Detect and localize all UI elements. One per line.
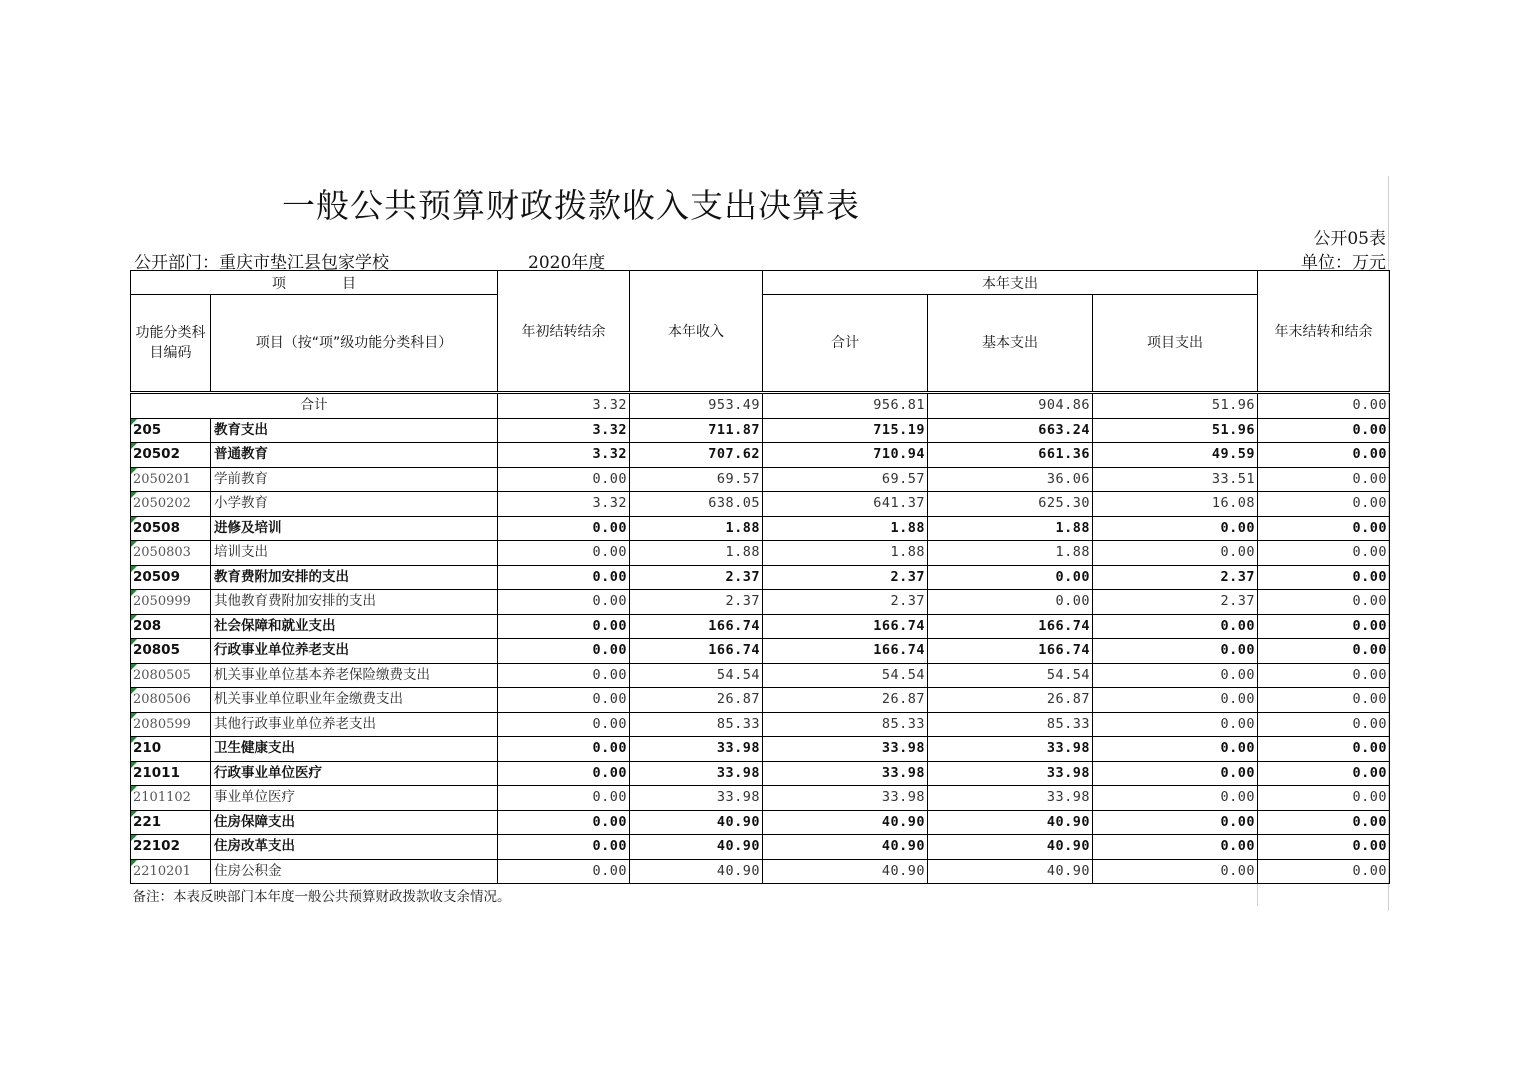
total-basic: 904.86 [928, 394, 1093, 419]
row-expense-total: 1.88 [763, 541, 928, 566]
row-name: 普通教育 [211, 443, 498, 468]
row-code [131, 786, 211, 811]
row-code-text: 2050803 [133, 545, 191, 561]
row-closing: 0.00 [1258, 590, 1390, 615]
row-code-text: 21011 [133, 764, 180, 781]
table-row [131, 443, 1390, 468]
row-basic: 661.36 [928, 443, 1093, 468]
row-basic: 40.90 [928, 859, 1093, 884]
table-row [131, 565, 1390, 590]
table-row [131, 418, 1390, 443]
row-code [131, 761, 211, 786]
row-code-text: 20502 [133, 446, 180, 463]
row-opening: 0.00 [498, 663, 630, 688]
table-row [131, 590, 1390, 615]
row-closing: 0.00 [1258, 810, 1390, 835]
row-name: 住房公积金 [211, 859, 498, 884]
row-closing: 0.00 [1258, 443, 1390, 468]
row-project: 0.00 [1093, 835, 1258, 860]
fiscal-year: 2020年度 [528, 253, 606, 273]
row-closing: 0.00 [1258, 516, 1390, 541]
note-row [131, 884, 1390, 907]
table-row [131, 786, 1390, 811]
row-expense-total: 710.94 [763, 443, 928, 468]
row-expense-total: 2.37 [763, 590, 928, 615]
row-expense-total: 715.19 [763, 418, 928, 443]
row-code [131, 565, 211, 590]
row-expense-total: 2.37 [763, 565, 928, 590]
row-name: 行政事业单位医疗 [211, 761, 498, 786]
header-basic-expense: 基本支出 [928, 295, 1093, 392]
row-expense-total: 33.98 [763, 761, 928, 786]
row-basic: 85.33 [928, 712, 1093, 737]
cell-marker-icon [131, 541, 137, 547]
row-project: 0.00 [1093, 761, 1258, 786]
row-expense-total: 40.90 [763, 859, 928, 884]
table-row [131, 663, 1390, 688]
row-basic: 36.06 [928, 467, 1093, 492]
row-code [131, 590, 211, 615]
row-code [131, 467, 211, 492]
row-income: 2.37 [630, 590, 763, 615]
row-closing: 0.00 [1258, 492, 1390, 517]
row-code-text: 2050999 [133, 594, 191, 610]
row-expense-total: 166.74 [763, 639, 928, 664]
cell-marker-icon [131, 860, 137, 866]
row-expense-total: 40.90 [763, 835, 928, 860]
header-code: 功能分类科目编码 [131, 295, 211, 392]
row-closing: 0.00 [1258, 712, 1390, 737]
row-basic: 0.00 [928, 590, 1093, 615]
header-item-group: 项 目 [131, 271, 498, 295]
row-code [131, 810, 211, 835]
row-opening: 0.00 [498, 516, 630, 541]
row-income: 33.98 [630, 737, 763, 762]
row-income: 166.74 [630, 639, 763, 664]
header-project-expense: 项目支出 [1093, 295, 1258, 392]
row-code-text: 22102 [133, 838, 180, 855]
table-row [131, 859, 1390, 884]
row-basic: 33.98 [928, 737, 1093, 762]
row-opening: 0.00 [498, 688, 630, 713]
row-code-text: 2210201 [133, 863, 191, 879]
row-opening: 3.32 [498, 443, 630, 468]
row-basic: 1.88 [928, 541, 1093, 566]
row-closing: 0.00 [1258, 835, 1390, 860]
row-code [131, 835, 211, 860]
row-expense-total: 69.57 [763, 467, 928, 492]
table-row [131, 467, 1390, 492]
row-opening: 0.00 [498, 614, 630, 639]
row-name: 事业单位医疗 [211, 786, 498, 811]
cell-marker-icon [131, 468, 137, 474]
table-row [131, 810, 1390, 835]
cell-marker-icon [131, 762, 137, 768]
row-code [131, 737, 211, 762]
row-code-text: 20805 [133, 642, 180, 659]
row-income: 54.54 [630, 663, 763, 688]
row-name: 机关事业单位基本养老保险缴费支出 [211, 663, 498, 688]
row-project: 0.00 [1093, 737, 1258, 762]
row-income: 85.33 [630, 712, 763, 737]
row-income: 40.90 [630, 859, 763, 884]
row-code [131, 516, 211, 541]
row-opening: 0.00 [498, 835, 630, 860]
row-code-text: 2050201 [133, 471, 191, 487]
row-opening: 0.00 [498, 639, 630, 664]
row-project: 0.00 [1093, 810, 1258, 835]
row-closing: 0.00 [1258, 737, 1390, 762]
cell-marker-icon [131, 664, 137, 670]
row-expense-total: 166.74 [763, 614, 928, 639]
table-row [131, 761, 1390, 786]
row-project: 33.51 [1093, 467, 1258, 492]
row-expense-total: 33.98 [763, 786, 928, 811]
row-project: 2.37 [1093, 565, 1258, 590]
row-closing: 0.00 [1258, 467, 1390, 492]
row-code [131, 639, 211, 664]
row-name: 行政事业单位养老支出 [211, 639, 498, 664]
row-code [131, 663, 211, 688]
table-row [131, 614, 1390, 639]
unit-label: 单位：万元 [1301, 253, 1386, 273]
row-basic: 0.00 [928, 565, 1093, 590]
row-closing: 0.00 [1258, 418, 1390, 443]
cell-marker-icon [131, 811, 137, 817]
row-code-text: 221 [133, 813, 162, 830]
total-opening: 3.32 [498, 394, 630, 419]
row-income: 638.05 [630, 492, 763, 517]
row-code-text: 2050202 [133, 496, 191, 512]
row-income: 33.98 [630, 786, 763, 811]
header-name: 项目（按“项”级功能分类科目） [211, 295, 498, 392]
header-expense-total: 合计 [763, 295, 928, 392]
row-opening: 0.00 [498, 859, 630, 884]
row-opening: 0.00 [498, 541, 630, 566]
cell-marker-icon [131, 443, 137, 449]
table-row [131, 712, 1390, 737]
row-basic: 33.98 [928, 761, 1093, 786]
row-project: 0.00 [1093, 859, 1258, 884]
row-opening: 0.00 [498, 565, 630, 590]
row-code [131, 688, 211, 713]
header-opening-balance: 年初结转结余 [498, 271, 630, 392]
table-row [131, 688, 1390, 713]
row-code [131, 418, 211, 443]
row-income: 1.88 [630, 541, 763, 566]
cell-marker-icon [131, 737, 137, 743]
row-project: 0.00 [1093, 639, 1258, 664]
row-name: 机关事业单位职业年金缴费支出 [211, 688, 498, 713]
row-code [131, 712, 211, 737]
row-closing: 0.00 [1258, 786, 1390, 811]
row-name: 住房保障支出 [211, 810, 498, 835]
row-code-text: 210 [133, 740, 162, 757]
row-income: 707.62 [630, 443, 763, 468]
row-opening: 0.00 [498, 467, 630, 492]
row-income: 40.90 [630, 810, 763, 835]
total-label: 合计 [131, 394, 498, 419]
row-income: 33.98 [630, 761, 763, 786]
cell-marker-icon [131, 566, 137, 572]
total-income: 953.49 [630, 394, 763, 419]
table-row [131, 639, 1390, 664]
row-code-text: 2080506 [133, 692, 191, 708]
row-name: 社会保障和就业支出 [211, 614, 498, 639]
row-project: 0.00 [1093, 516, 1258, 541]
row-basic: 40.90 [928, 835, 1093, 860]
row-code-text: 205 [133, 421, 162, 438]
row-name: 其他行政事业单位养老支出 [211, 712, 498, 737]
row-expense-total: 54.54 [763, 663, 928, 688]
row-basic: 33.98 [928, 786, 1093, 811]
cell-marker-icon [131, 615, 137, 621]
row-opening: 3.32 [498, 492, 630, 517]
row-basic: 54.54 [928, 663, 1093, 688]
row-code [131, 541, 211, 566]
row-opening: 0.00 [498, 590, 630, 615]
total-row [131, 394, 1390, 419]
cell-marker-icon [131, 639, 137, 645]
row-expense-total: 641.37 [763, 492, 928, 517]
row-name: 小学教育 [211, 492, 498, 517]
cell-marker-icon [131, 492, 137, 498]
row-closing: 0.00 [1258, 565, 1390, 590]
row-expense-total: 85.33 [763, 712, 928, 737]
header-current-income: 本年收入 [630, 271, 763, 392]
row-income: 1.88 [630, 516, 763, 541]
row-project: 16.08 [1093, 492, 1258, 517]
row-basic: 1.88 [928, 516, 1093, 541]
row-project: 2.37 [1093, 590, 1258, 615]
table-row [131, 516, 1390, 541]
row-expense-total: 40.90 [763, 810, 928, 835]
table-note: 备注：本表反映部门本年度一般公共预算财政拨款收支余情况。 [131, 884, 1258, 907]
cell-marker-icon [131, 517, 137, 523]
cell-marker-icon [131, 786, 137, 792]
row-opening: 3.32 [498, 418, 630, 443]
row-project: 51.96 [1093, 418, 1258, 443]
row-income: 2.37 [630, 565, 763, 590]
row-code-text: 20508 [133, 519, 180, 536]
row-income: 166.74 [630, 614, 763, 639]
row-name: 培训支出 [211, 541, 498, 566]
total-project: 51.96 [1093, 394, 1258, 419]
row-opening: 0.00 [498, 761, 630, 786]
row-code-text: 2080505 [133, 667, 191, 683]
row-name: 教育费附加安排的支出 [211, 565, 498, 590]
table-row [131, 492, 1390, 517]
row-code [131, 859, 211, 884]
cell-marker-icon [131, 688, 137, 694]
row-income: 711.87 [630, 418, 763, 443]
row-project: 0.00 [1093, 614, 1258, 639]
row-name: 其他教育费附加安排的支出 [211, 590, 498, 615]
row-basic: 625.30 [928, 492, 1093, 517]
row-code [131, 614, 211, 639]
header-expense-group: 本年支出 [763, 271, 1258, 295]
row-project: 0.00 [1093, 541, 1258, 566]
total-closing: 0.00 [1258, 394, 1390, 419]
row-closing: 0.00 [1258, 639, 1390, 664]
row-code [131, 492, 211, 517]
page-title: 一般公共预算财政拨款收入支出决算表 [282, 186, 860, 225]
table-row [131, 737, 1390, 762]
row-name: 住房改革支出 [211, 835, 498, 860]
department-label: 公开部门：重庆市垫江县包家学校 [134, 253, 389, 273]
cell-marker-icon [131, 835, 137, 841]
row-basic: 26.87 [928, 688, 1093, 713]
row-basic: 166.74 [928, 614, 1093, 639]
budget-table [130, 270, 1390, 906]
row-basic: 40.90 [928, 810, 1093, 835]
row-project: 49.59 [1093, 443, 1258, 468]
row-code-text: 20509 [133, 568, 180, 585]
row-project: 0.00 [1093, 786, 1258, 811]
row-opening: 0.00 [498, 810, 630, 835]
row-closing: 0.00 [1258, 663, 1390, 688]
row-income: 69.57 [630, 467, 763, 492]
row-closing: 0.00 [1258, 688, 1390, 713]
row-expense-total: 33.98 [763, 737, 928, 762]
row-name: 教育支出 [211, 418, 498, 443]
row-income: 40.90 [630, 835, 763, 860]
row-code-text: 208 [133, 617, 162, 634]
row-opening: 0.00 [498, 712, 630, 737]
row-project: 0.00 [1093, 688, 1258, 713]
header-closing-balance: 年末结转和结余 [1258, 271, 1390, 392]
row-income: 26.87 [630, 688, 763, 713]
row-name: 学前教育 [211, 467, 498, 492]
row-project: 0.00 [1093, 663, 1258, 688]
cell-marker-icon [131, 713, 137, 719]
row-closing: 0.00 [1258, 614, 1390, 639]
cell-marker-icon [131, 419, 137, 425]
row-code [131, 443, 211, 468]
table-row [131, 835, 1390, 860]
row-code-text: 2080599 [133, 716, 191, 732]
row-code-text: 2101102 [133, 790, 191, 806]
row-basic: 166.74 [928, 639, 1093, 664]
row-name: 进修及培训 [211, 516, 498, 541]
row-closing: 0.00 [1258, 541, 1390, 566]
row-project: 0.00 [1093, 712, 1258, 737]
form-number: 公开05表 [1313, 229, 1386, 249]
row-name: 卫生健康支出 [211, 737, 498, 762]
row-closing: 0.00 [1258, 859, 1390, 884]
total-expense: 956.81 [763, 394, 928, 419]
table-row [131, 541, 1390, 566]
row-expense-total: 26.87 [763, 688, 928, 713]
row-basic: 663.24 [928, 418, 1093, 443]
row-closing: 0.00 [1258, 761, 1390, 786]
cell-marker-icon [131, 590, 137, 596]
row-expense-total: 1.88 [763, 516, 928, 541]
row-opening: 0.00 [498, 737, 630, 762]
row-opening: 0.00 [498, 786, 630, 811]
